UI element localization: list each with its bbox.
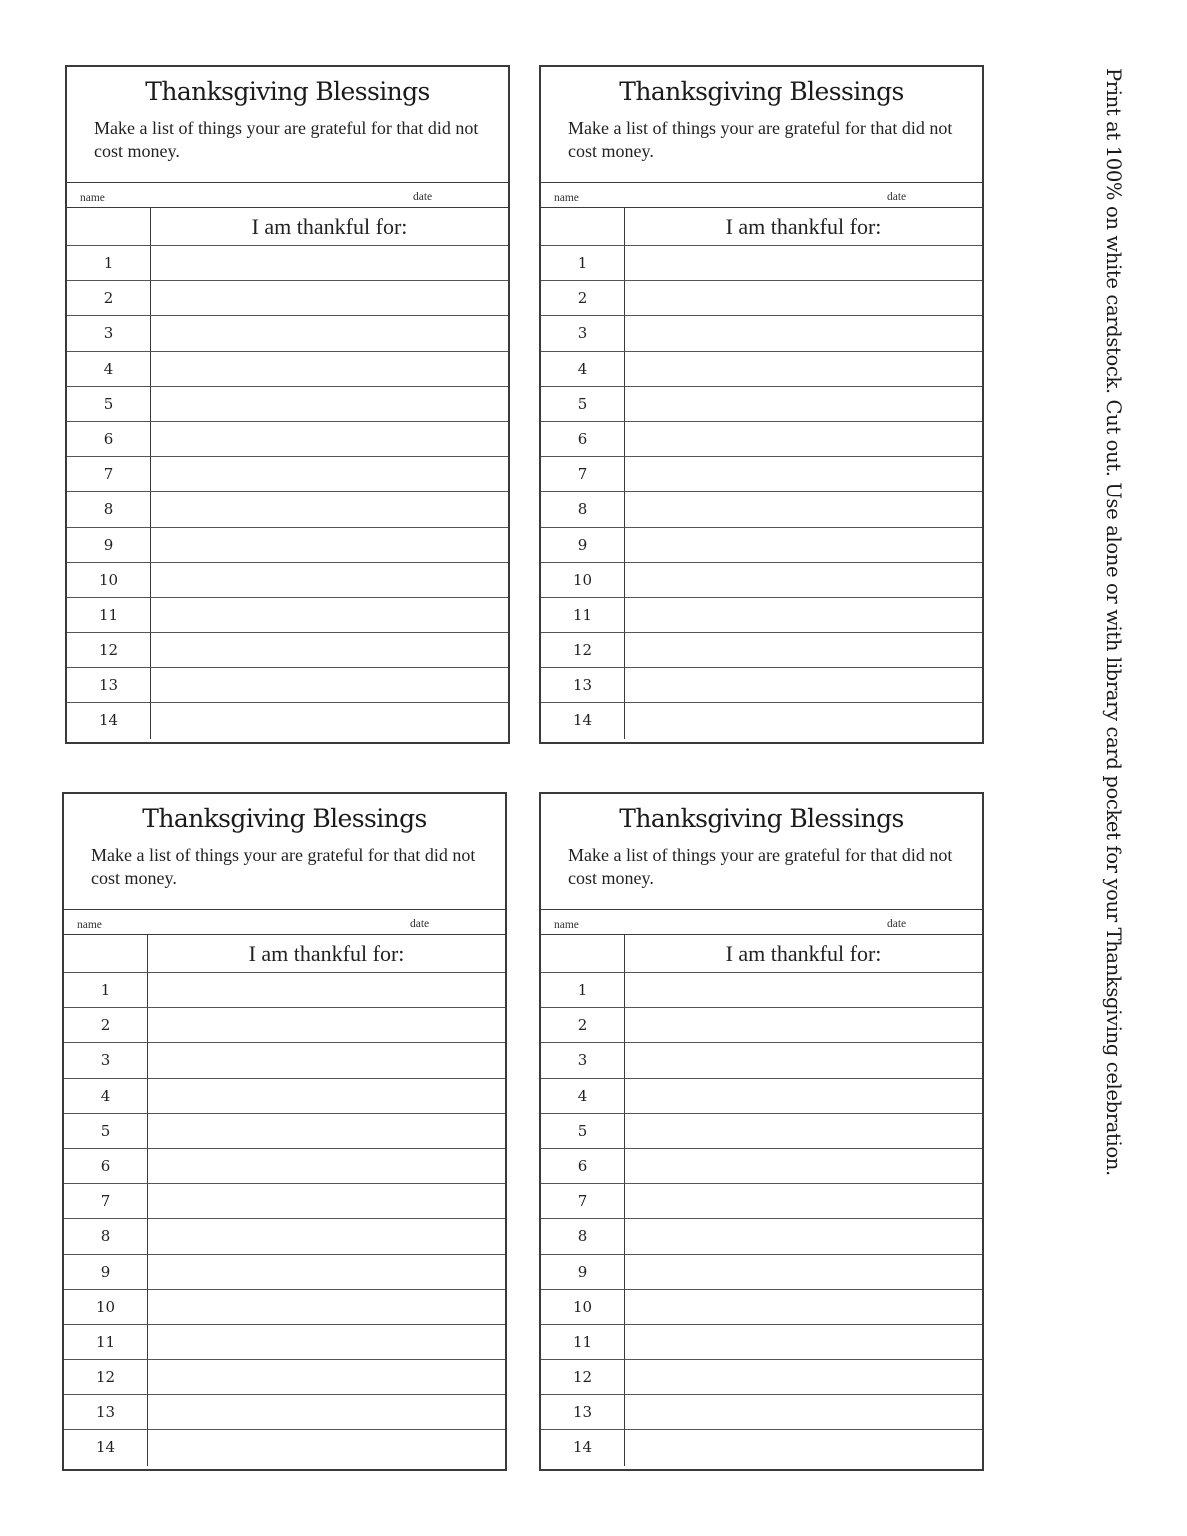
card-instructions: Make a list of things your are grateful for that did not cost money.	[91, 845, 476, 888]
thankful-list	[64, 935, 505, 1466]
list-heading: I am thankful for:	[725, 941, 882, 966]
row-number: 6	[64, 1149, 148, 1183]
name-label: name	[554, 919, 579, 931]
write-line[interactable]	[625, 598, 982, 632]
write-line[interactable]	[148, 1360, 505, 1394]
list-row	[67, 563, 508, 598]
write-line[interactable]	[625, 1114, 982, 1148]
list-row	[67, 598, 508, 633]
list-row	[64, 1008, 505, 1043]
list-row	[541, 703, 982, 738]
write-line[interactable]	[625, 457, 982, 491]
write-line[interactable]	[625, 1149, 982, 1183]
row-number: 9	[541, 528, 625, 562]
card-instructions: Make a list of things your are grateful for that did not cost money.	[94, 118, 479, 161]
write-line[interactable]	[625, 563, 982, 597]
write-line[interactable]	[148, 1325, 505, 1359]
number-column-header	[541, 208, 625, 245]
card-header	[541, 794, 982, 910]
list-row	[541, 1079, 982, 1114]
write-line[interactable]	[148, 1219, 505, 1253]
write-line[interactable]	[625, 1325, 982, 1359]
write-line[interactable]	[151, 492, 508, 526]
list-row	[541, 563, 982, 598]
list-row	[64, 1114, 505, 1149]
row-number: 2	[541, 1008, 625, 1042]
list-row	[541, 246, 982, 281]
write-line[interactable]	[148, 1043, 505, 1077]
list-row	[67, 528, 508, 563]
row-number: 3	[67, 316, 151, 350]
name-date-row	[541, 910, 982, 935]
list-header	[67, 208, 508, 246]
list-row	[541, 281, 982, 316]
list-row	[541, 1395, 982, 1430]
list-row	[67, 492, 508, 527]
write-line[interactable]	[151, 352, 508, 386]
write-line[interactable]	[148, 1149, 505, 1183]
write-line[interactable]	[625, 1043, 982, 1077]
write-line[interactable]	[148, 1079, 505, 1113]
write-line[interactable]	[625, 973, 982, 1007]
list-row	[64, 1430, 505, 1465]
card-title: Thanksgiving Blessings	[619, 77, 904, 106]
row-number: 3	[541, 1043, 625, 1077]
write-line[interactable]	[625, 1219, 982, 1253]
row-number: 9	[67, 528, 151, 562]
write-line[interactable]	[625, 1290, 982, 1324]
row-number: 13	[541, 1395, 625, 1429]
card-title: Thanksgiving Blessings	[619, 804, 904, 833]
row-number: 7	[541, 457, 625, 491]
list-row	[541, 668, 982, 703]
row-number: 9	[64, 1255, 148, 1289]
list-row	[541, 1255, 982, 1290]
list-row	[67, 316, 508, 351]
row-number: 11	[67, 598, 151, 632]
write-line[interactable]	[625, 492, 982, 526]
write-line[interactable]	[151, 422, 508, 456]
list-row	[541, 1219, 982, 1254]
thankful-list	[67, 208, 508, 739]
list-row	[541, 352, 982, 387]
list-row	[67, 387, 508, 422]
write-line[interactable]	[625, 1395, 982, 1429]
row-number: 1	[67, 246, 151, 280]
name-label: name	[554, 192, 579, 204]
date-label: date	[887, 191, 907, 203]
row-number: 13	[541, 668, 625, 702]
list-row	[67, 457, 508, 492]
list-row	[541, 1184, 982, 1219]
write-line[interactable]	[148, 1290, 505, 1324]
write-line[interactable]	[151, 281, 508, 315]
write-line[interactable]	[148, 1008, 505, 1042]
row-number: 2	[64, 1008, 148, 1042]
date-label: date	[410, 918, 430, 930]
name-label: name	[77, 919, 102, 931]
blessings-card-top-left	[65, 65, 510, 744]
row-number: 12	[67, 633, 151, 667]
list-row	[541, 387, 982, 422]
row-number: 8	[541, 492, 625, 526]
row-number: 6	[67, 422, 151, 456]
list-header	[64, 935, 505, 973]
row-number: 6	[541, 422, 625, 456]
number-column-header	[64, 935, 148, 972]
row-number: 7	[64, 1184, 148, 1218]
list-row	[67, 246, 508, 281]
card-title: Thanksgiving Blessings	[145, 77, 430, 106]
card-header	[541, 67, 982, 183]
row-number: 7	[541, 1184, 625, 1218]
card-header	[67, 67, 508, 183]
row-number: 1	[64, 973, 148, 1007]
write-line[interactable]	[625, 246, 982, 280]
write-line[interactable]	[625, 281, 982, 315]
row-number: 14	[67, 703, 151, 738]
write-line[interactable]	[148, 1184, 505, 1218]
row-number: 14	[541, 703, 625, 738]
write-line[interactable]	[151, 246, 508, 280]
list-row	[541, 1360, 982, 1395]
write-line[interactable]	[625, 703, 982, 738]
row-number: 13	[64, 1395, 148, 1429]
list-row	[67, 352, 508, 387]
write-line[interactable]	[151, 598, 508, 632]
row-number: 8	[67, 492, 151, 526]
write-line[interactable]	[151, 703, 508, 738]
list-row	[64, 1079, 505, 1114]
write-line[interactable]	[625, 1255, 982, 1289]
list-row	[541, 973, 982, 1008]
row-number: 3	[64, 1043, 148, 1077]
write-line[interactable]	[151, 633, 508, 667]
row-number: 4	[541, 1079, 625, 1113]
row-number: 7	[67, 457, 151, 491]
write-line[interactable]	[625, 1430, 982, 1465]
list-row	[541, 633, 982, 668]
list-row	[67, 633, 508, 668]
write-line[interactable]	[625, 1079, 982, 1113]
list-row	[541, 1430, 982, 1465]
list-row	[67, 703, 508, 738]
row-number: 10	[64, 1290, 148, 1324]
write-line[interactable]	[148, 973, 505, 1007]
number-column-header	[541, 935, 625, 972]
list-row	[541, 1290, 982, 1325]
write-line[interactable]	[148, 1255, 505, 1289]
write-line[interactable]	[625, 1360, 982, 1394]
write-line[interactable]	[625, 1184, 982, 1218]
name-date-row	[541, 183, 982, 208]
thankful-list	[541, 208, 982, 739]
row-number: 5	[67, 387, 151, 421]
name-date-row	[67, 183, 508, 208]
write-line[interactable]	[625, 528, 982, 562]
list-row	[541, 598, 982, 633]
name-label: name	[80, 192, 105, 204]
write-line[interactable]	[151, 528, 508, 562]
write-line[interactable]	[151, 387, 508, 421]
list-row	[64, 1255, 505, 1290]
number-column-header	[67, 208, 151, 245]
list-heading: I am thankful for:	[725, 214, 882, 239]
write-line[interactable]	[151, 316, 508, 350]
list-row	[541, 528, 982, 563]
list-row	[64, 973, 505, 1008]
list-row	[64, 1325, 505, 1360]
thankful-list	[541, 935, 982, 1466]
write-line[interactable]	[625, 316, 982, 350]
row-number: 1	[541, 246, 625, 280]
row-number: 11	[64, 1325, 148, 1359]
write-line[interactable]	[625, 1008, 982, 1042]
write-line[interactable]	[148, 1430, 505, 1465]
card-title: Thanksgiving Blessings	[142, 804, 427, 833]
name-date-row	[64, 910, 505, 935]
list-row	[541, 1325, 982, 1360]
list-row	[541, 1149, 982, 1184]
card-header	[64, 794, 505, 910]
row-number: 9	[541, 1255, 625, 1289]
row-number: 12	[541, 1360, 625, 1394]
list-heading: I am thankful for:	[248, 941, 405, 966]
blessings-card-top-right	[539, 65, 984, 744]
list-row	[64, 1395, 505, 1430]
write-line[interactable]	[625, 422, 982, 456]
row-number: 4	[64, 1079, 148, 1113]
list-row	[541, 457, 982, 492]
date-label: date	[413, 191, 433, 203]
list-row	[541, 1114, 982, 1149]
row-number: 11	[541, 598, 625, 632]
write-line[interactable]	[151, 563, 508, 597]
list-row	[64, 1149, 505, 1184]
row-number: 11	[541, 1325, 625, 1359]
list-row	[67, 668, 508, 703]
write-line[interactable]	[148, 1114, 505, 1148]
row-number: 8	[64, 1219, 148, 1253]
write-line[interactable]	[151, 668, 508, 702]
row-number: 14	[64, 1430, 148, 1465]
list-row	[64, 1360, 505, 1395]
row-number: 10	[541, 1290, 625, 1324]
row-number: 5	[541, 1114, 625, 1148]
row-number: 10	[541, 563, 625, 597]
list-row	[64, 1219, 505, 1254]
list-header	[541, 208, 982, 246]
write-line[interactable]	[148, 1395, 505, 1429]
write-line[interactable]	[625, 633, 982, 667]
list-row	[541, 1043, 982, 1078]
list-row	[541, 422, 982, 457]
card-instructions: Make a list of things your are grateful for that did not cost money.	[568, 118, 953, 161]
row-number: 10	[67, 563, 151, 597]
row-number: 2	[67, 281, 151, 315]
list-row	[541, 1008, 982, 1043]
write-line[interactable]	[625, 668, 982, 702]
row-number: 12	[64, 1360, 148, 1394]
row-number: 5	[64, 1114, 148, 1148]
list-row	[541, 492, 982, 527]
list-row	[67, 422, 508, 457]
row-number: 4	[67, 352, 151, 386]
card-instructions: Make a list of things your are grateful for that did not cost money.	[568, 845, 953, 888]
blessings-card-bottom-left	[62, 792, 507, 1471]
row-number: 6	[541, 1149, 625, 1183]
row-number: 2	[541, 281, 625, 315]
print-instructions: Print at 100% on white cardstock. Cut out. Use alone or with library card pocket for your Thanksgiving celebration.	[1102, 68, 1125, 1176]
list-row	[64, 1043, 505, 1078]
row-number: 12	[541, 633, 625, 667]
write-line[interactable]	[625, 352, 982, 386]
row-number: 5	[541, 387, 625, 421]
write-line[interactable]	[151, 457, 508, 491]
row-number: 13	[67, 668, 151, 702]
write-line[interactable]	[625, 387, 982, 421]
row-number: 4	[541, 352, 625, 386]
list-row	[67, 281, 508, 316]
row-number: 14	[541, 1430, 625, 1465]
list-row	[541, 316, 982, 351]
list-heading: I am thankful for:	[251, 214, 408, 239]
blessings-card-bottom-right	[539, 792, 984, 1471]
row-number: 8	[541, 1219, 625, 1253]
list-header	[541, 935, 982, 973]
row-number: 3	[541, 316, 625, 350]
list-row	[64, 1184, 505, 1219]
date-label: date	[887, 918, 907, 930]
row-number: 1	[541, 973, 625, 1007]
list-row	[64, 1290, 505, 1325]
